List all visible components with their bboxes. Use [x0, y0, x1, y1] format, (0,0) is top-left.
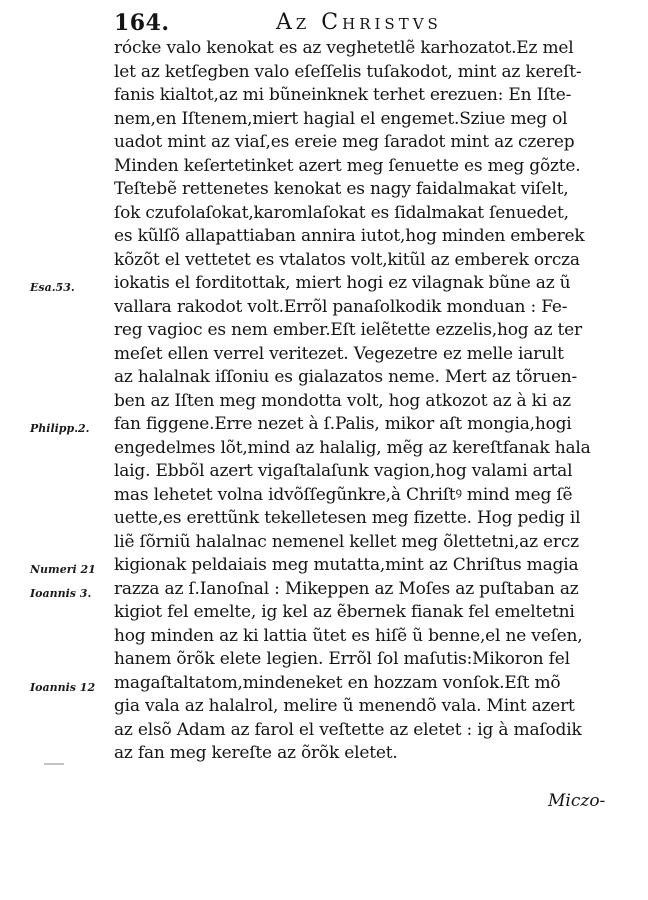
catchword: Miczo-: [548, 791, 606, 811]
text-line: engedelmes lõt,mind az halalig, mẽg az kereſtfanak hala: [114, 437, 591, 458]
text-line: hanem õrõk elete legien. Errõl ſol maſutis:Mikoron fel: [114, 649, 570, 669]
text-line: iokatis el forditottak, miert hogi ez vilagnak bũne az ũ: [114, 273, 571, 293]
marginal-note: Ioannis 12: [30, 680, 96, 694]
marginal-note: Philipp.2.: [30, 422, 90, 435]
text-line: es kũlſõ allapattiaban annira iutot,hog minden emberek: [114, 226, 585, 246]
text-line: fan figgene.Erre nezet à ſ.Palis, mikor aſt mongia,hogi: [114, 414, 572, 434]
text-line: reg vagioc es nem ember.Eſt ielẽtette ezzelis,hog az ter: [114, 320, 582, 340]
text-line: Teſtebẽ rettenetes kenokat es nagy faidalmakat viſelt,: [114, 179, 569, 199]
text-line: laig. Ebbõl azert vigaſtalaſunk vagion,hog valami artal: [114, 461, 573, 481]
text-line: ben az Iſten meg mondotta volt, hog atkozot az à ki az: [114, 390, 571, 411]
text-line: hog minden az ki lattia ũtet es hiſẽ ũ benne,el ne veſen,: [114, 625, 583, 646]
ink-speck: [44, 763, 64, 765]
marginal-note: Ioannis 3.: [30, 586, 92, 600]
text-line: mas lehetet volna idvõſſegũnkre,à Chriſtꝰ mind meg ſẽ: [114, 484, 573, 505]
text-line: rócke valo kenokat es az veghetetlẽ karhozatot.Ez mel: [114, 38, 574, 58]
text-line: razza az ſ.Ianoſnal : Mikeppen az Moſes az puſtaban az: [114, 578, 579, 599]
text-line: liẽ ſõrniũ halalnac nemenel kellet meg õlettetni,az ercz: [114, 531, 579, 552]
text-line: magaſtaltatom,mindeneket en hozzam vonſok.Eſt mõ: [114, 672, 561, 693]
text-line: meſet ellen verrel veritezet. Vegezetre ez melle iarult: [114, 343, 564, 364]
text-line: vallara rakodot volt.Errõl panaſolkodik monduan : Fe-: [114, 296, 568, 317]
marginal-note: Numeri 21: [30, 563, 96, 576]
text-line: fanis kialtot,az mi bũneinknek terhet erezuen: En Iſte-: [114, 85, 572, 105]
text-line: nem,en Iſtenem,miert hagial el engemet.Sziue meg ol: [114, 108, 568, 129]
text-line: uette,es erettũnk tekelletesen meg fizette. Hog pedig il: [114, 508, 581, 528]
text-line: kigiot fel emelte, ig kel az ẽbernek fianak fel emeltetni: [114, 602, 575, 622]
text-line: az elsõ Adam az farol el veſtette az eletet : ig à maſodik: [114, 719, 582, 740]
text-line: kigionak peldaiais meg mutatta,mint az Chriſtus magia: [114, 555, 579, 575]
text-line: uadot mint az viaſ,es ereie meg ſaradot mint az czerep: [114, 132, 575, 152]
marginal-note: Esa.53.: [30, 281, 75, 294]
text-line: Minden keſertetinket azert meg ſenuette es meg gõzte.: [114, 155, 581, 176]
running-title: Az Christvs: [276, 10, 442, 35]
text-line: let az ketſegben valo eſeſſelis tuſakodot, mint az kereſt-: [114, 61, 582, 82]
text-line: az fan meg kereſte az õrõk eletet.: [114, 743, 398, 763]
text-line: ſok czufolaſokat,karomlaſokat es ſidalmakat ſenuedet,: [114, 202, 569, 223]
body-text: [114, 37, 626, 766]
page-header: [114, 10, 624, 40]
page-number: 164.: [114, 10, 170, 36]
text-line: az halalnak iſſoniu es gialazatos neme. Mert az tõruen-: [114, 367, 578, 387]
text-line: kõzõt el vettetet es vtalatos volt,kitũl az emberek orcza: [114, 249, 580, 270]
text-line: gia vala az halalrol, melire ũ menendõ vala. Mint azert: [114, 696, 575, 716]
